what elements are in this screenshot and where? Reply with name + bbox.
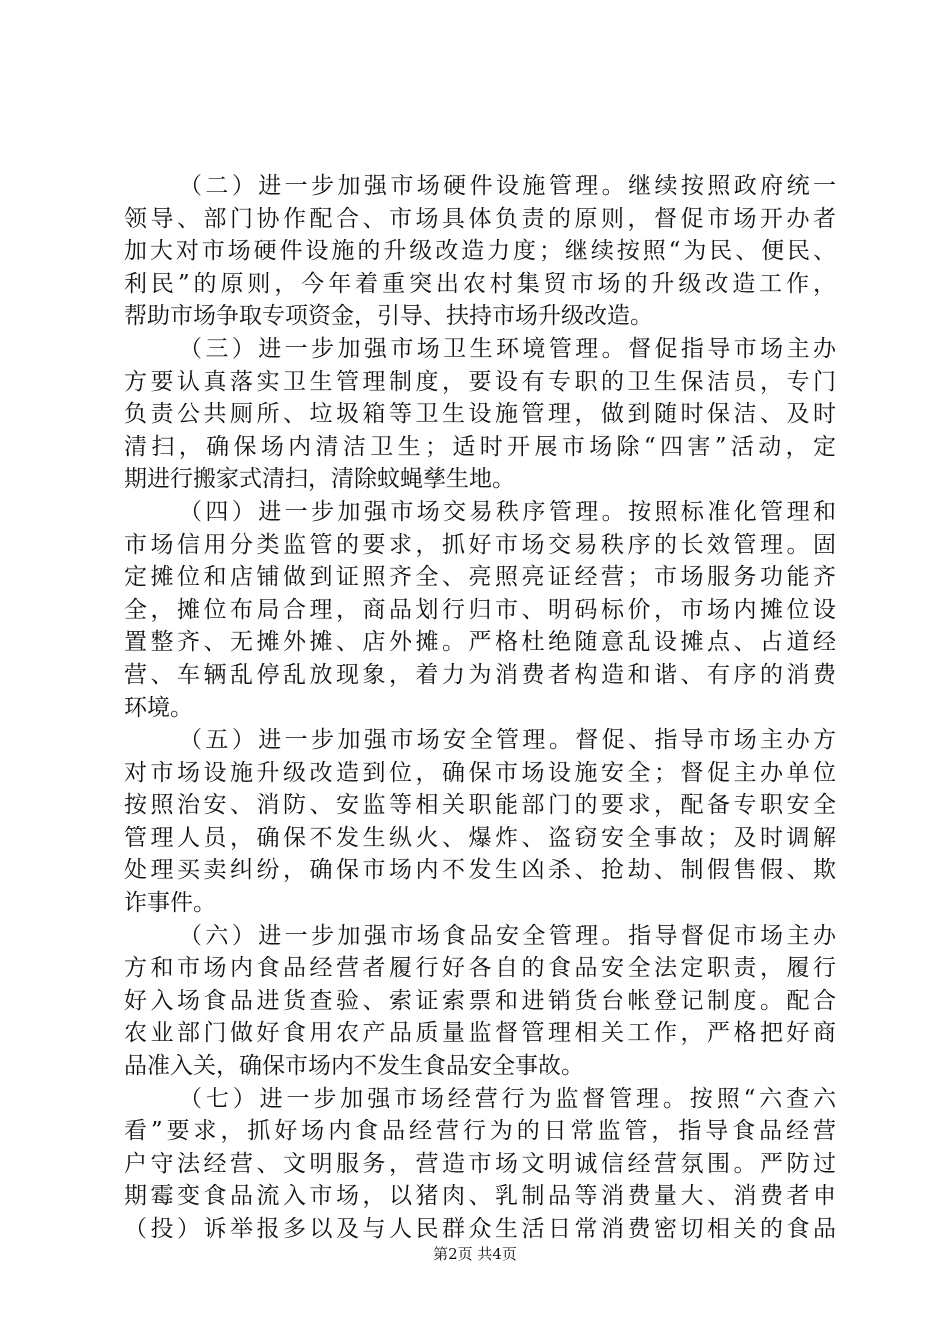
paragraph-line: （七）进一步加强市场经营行为监督管理。按照“六查六 (179, 1085, 836, 1112)
paragraph-line: 加大对市场硬件设施的升级改造力度；继续按照“为民、便民、 (124, 238, 836, 265)
paragraph (124, 496, 836, 724)
paragraph-line: 定摊位和店铺做到证照齐全、亮照亮证经营；市场服务功能齐 (124, 564, 836, 591)
paragraph-line: 品准入关，确保市场内不发生食品安全事故。 (124, 1053, 584, 1080)
paragraph-line: 按照治安、消防、安监等相关职能部门的要求，配备专职安全 (124, 792, 836, 819)
paragraph-line: 帮助市场争取专项资金，引导、扶持市场升级改造。 (124, 303, 653, 330)
paragraph-line: 期进行搬家式清扫，清除蚊蝇孳生地。 (124, 466, 515, 493)
paragraph-line: 对市场设施升级改造到位，确保市场设施安全；督促主办单位 (124, 759, 836, 786)
paragraph-line: 好入场食品进货查验、索证索票和进销货台帐登记制度。配合 (124, 987, 836, 1014)
paragraph-line: 利民”的原则，今年着重突出农村集贸市场的升级改造工作， (124, 270, 836, 297)
paragraph-line: 清扫，确保场内清洁卫生；适时开展市场除“四害”活动，定 (124, 433, 836, 460)
paragraph-line: 诈事件。 (124, 890, 216, 917)
document-body (124, 170, 836, 1246)
paragraph-line: 负责公共厕所、垃圾箱等卫生设施管理，做到随时保洁、及时 (124, 401, 836, 428)
paragraph-line: 户守法经营、文明服务，营造市场文明诚信经营氛围。严防过 (124, 1150, 836, 1177)
paragraph-line: （五）进一步加强市场安全管理。督促、指导市场主办方 (179, 727, 836, 754)
paragraph-line: （投）诉举报多以及与人民群众生活日常消费密切相关的食品 (124, 1216, 836, 1242)
paragraph-line: 方和市场内食品经营者履行好各自的食品安全法定职责，履行 (124, 955, 836, 982)
paragraph-line: （二）进一步加强市场硬件设施管理。继续按照政府统一 (179, 173, 836, 199)
paragraph-line: （四）进一步加强市场交易秩序管理。按照标准化管理和 (179, 498, 836, 525)
paragraph-line: 市场信用分类监管的要求，抓好市场交易秩序的长效管理。固 (124, 531, 836, 558)
paragraph-line: 全，摊位布局合理，商品划行归市、明码标价，市场内摊位设 (124, 596, 836, 623)
page-footer: 第2页 共4页 (433, 1245, 517, 1263)
paragraph (124, 333, 836, 496)
paragraph (124, 920, 836, 1083)
paragraph-line: 方要认真落实卫生管理制度，要设有专职的卫生保洁员，专门 (124, 368, 836, 395)
paragraph-line: 期霉变食品流入市场，以猪肉、乳制品等消费量大、消费者申 (124, 1183, 836, 1210)
paragraph-line: 领导、部门协作配合、市场具体负责的原则，督促市场开办者 (124, 205, 836, 232)
paragraph-line: 处理买卖纠纷，确保市场内不发生凶杀、抢劫、制假售假、欺 (124, 857, 836, 884)
paragraph (124, 170, 836, 333)
paragraph-line: 环境。 (124, 694, 193, 721)
paragraph (124, 724, 836, 920)
paragraph-line: （六）进一步加强市场食品安全管理。指导督促市场主办 (179, 922, 836, 949)
paragraph (124, 1083, 836, 1246)
paragraph-line: 置整齐、无摊外摊、店外摊。严格杜绝随意乱设摊点、占道经 (124, 629, 836, 656)
paragraph-line: 管理人员，确保不发生纵火、爆炸、盗窃安全事故；及时调解 (124, 824, 836, 851)
paragraph-line: 农业部门做好食用农产品质量监督管理相关工作，严格把好商 (124, 1020, 836, 1047)
paragraph-line: 看”要求，抓好场内食品经营行为的日常监管，指导食品经营 (124, 1118, 836, 1145)
paragraph-line: （三）进一步加强市场卫生环境管理。督促指导市场主办 (179, 335, 836, 362)
paragraph-line: 营、车辆乱停乱放现象，着力为消费者构造和谐、有序的消费 (124, 661, 836, 688)
